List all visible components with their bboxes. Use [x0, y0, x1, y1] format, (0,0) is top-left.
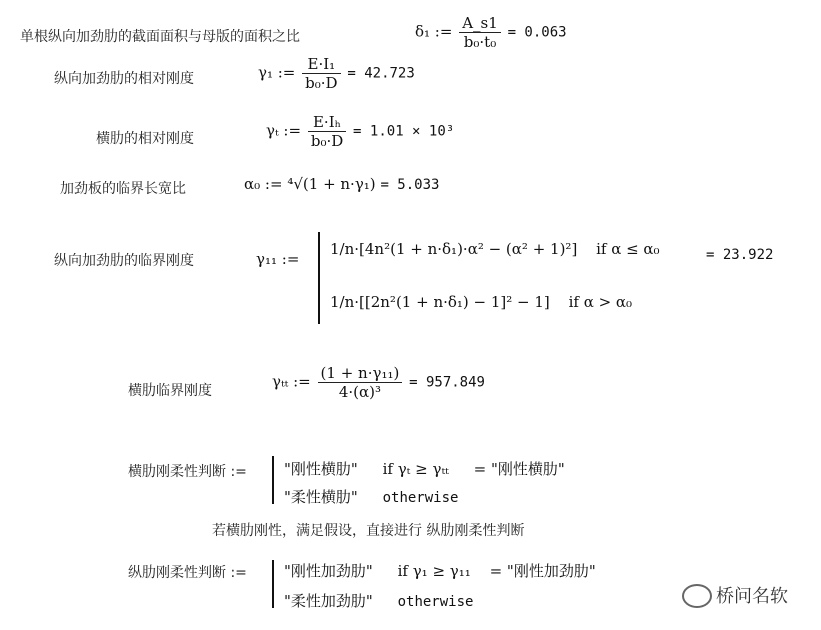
label-alpha0: 加劲板的临界长宽比 — [60, 181, 186, 197]
symbol-alpha0: α₀ := — [244, 175, 283, 193]
label-rib-judge: 横肋刚柔性判断 := — [128, 464, 247, 480]
case1-rib-judge — [284, 458, 565, 479]
formula-gamma-l — [258, 55, 415, 92]
formula-delta — [415, 14, 567, 51]
numerator-delta: A_s1 — [459, 14, 501, 33]
result-gamma-l1: = 23.922 — [706, 247, 774, 263]
chat-icon — [682, 584, 712, 608]
case2-value-long-judge: "柔性加劲肋" — [284, 592, 373, 610]
fraction-gamma-t — [308, 113, 346, 150]
label-delta-ratio: 单根纵向加劲肋的截面面积与母版的面积之比 — [20, 29, 300, 45]
piecewise-brace-long-judge — [272, 560, 274, 608]
expression-alpha0: ⁴√(1 + n·γ₁) — [287, 175, 376, 193]
label-gamma-l: 纵向加劲肋的相对刚度 — [54, 71, 194, 87]
case1-long-judge — [284, 560, 596, 581]
label-gamma-l1: 纵向加劲肋的临界刚度 — [54, 253, 194, 269]
result-gamma-tt: = 957.849 — [409, 374, 485, 391]
case2-cond-gamma-l1: if α > α₀ — [568, 293, 633, 311]
case2-long-judge — [284, 590, 473, 611]
symbol-gamma-l: γ₁ := — [258, 63, 296, 82]
case2-rib-judge — [284, 486, 458, 507]
label-long-judge: 纵肋刚柔性判断 := — [128, 565, 247, 581]
formula-gamma-tt — [272, 364, 485, 401]
result-delta: = 0.063 — [507, 24, 567, 41]
symbol-gamma-tt: γₜₜ := — [272, 372, 311, 391]
formula-gamma-t — [266, 113, 454, 150]
note-text: 若横肋刚性，满足假设，直接进行 纵肋刚柔性判断 — [212, 523, 525, 539]
result-alpha0: = 5.033 — [380, 177, 440, 193]
case1-cond-long-judge: if γ₁ ≥ γ₁₁ — [397, 562, 471, 580]
fraction-delta — [459, 14, 501, 51]
case1-gamma-l1 — [330, 240, 660, 258]
symbol-gamma-l1: γ₁₁ := — [256, 250, 300, 268]
case1-expr-gamma-l1: 1/n·[4n²(1 + n·δ₁)·α² − (α² + 1)²] — [330, 240, 578, 258]
denominator-gamma-l: b₀·D — [305, 74, 338, 92]
case2-expr-gamma-l1: 1/n·[[2n²(1 + n·δ₁) − 1]² − 1] — [330, 293, 550, 311]
case2-cond-long-judge: otherwise — [397, 594, 474, 610]
piecewise-brace-gamma-l1 — [318, 232, 320, 324]
case1-value-rib-judge: "刚性横肋" — [284, 460, 358, 478]
case1-value-long-judge: "刚性加劲肋" — [284, 562, 373, 580]
case1-cond-gamma-l1: if α ≤ α₀ — [596, 240, 660, 258]
fraction-gamma-tt — [318, 364, 403, 401]
piecewise-brace-rib-judge — [272, 456, 274, 504]
case2-cond-rib-judge: otherwise — [382, 490, 459, 506]
watermark-text: 桥问名软 — [716, 586, 788, 607]
result-long-judge: = "刚性加劲肋" — [489, 562, 596, 580]
label-gamma-t: 横肋的相对刚度 — [96, 131, 194, 147]
formula-alpha0 — [244, 175, 439, 193]
result-rib-judge: = "刚性横肋" — [473, 460, 565, 478]
numerator-gamma-l: E·I₁ — [302, 55, 340, 74]
numerator-gamma-t: E·Iₕ — [308, 113, 346, 132]
symbol-delta: δ₁ := — [415, 22, 453, 41]
denominator-gamma-tt: 4·(α)³ — [338, 383, 382, 401]
case2-value-rib-judge: "柔性横肋" — [284, 488, 358, 506]
label-gamma-tt: 横肋临界刚度 — [128, 383, 212, 399]
result-gamma-l: = 42.723 — [347, 65, 415, 82]
symbol-gamma-t: γₜ := — [266, 121, 302, 140]
case2-gamma-l1 — [330, 293, 632, 311]
case1-cond-rib-judge: if γₜ ≥ γₜₜ — [382, 460, 449, 478]
denominator-delta: b₀·t₀ — [463, 33, 497, 51]
fraction-gamma-l — [302, 55, 340, 92]
result-gamma-t: = 1.01 × 10³ — [353, 123, 455, 140]
denominator-gamma-t: b₀·D — [310, 132, 344, 150]
numerator-gamma-tt: (1 + n·γ₁₁) — [318, 364, 403, 383]
